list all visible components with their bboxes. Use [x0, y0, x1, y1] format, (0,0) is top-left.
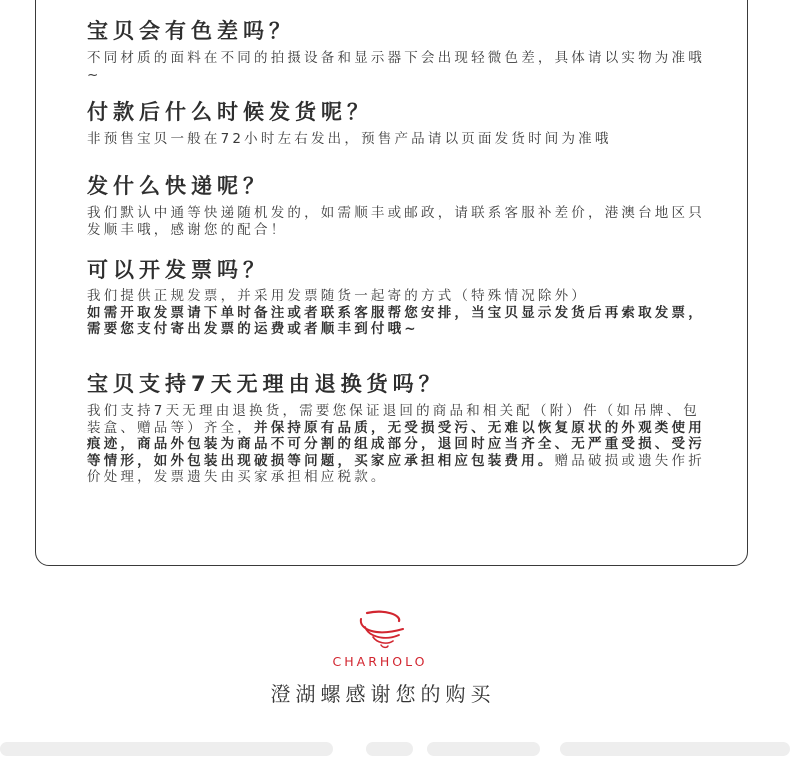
footer-placeholder-bar	[427, 742, 540, 756]
faq-answer-returns	[87, 403, 711, 486]
footer-placeholder-bar	[0, 742, 333, 756]
returns-answer-plain-1: 我们支持7天无理由退换货，需要您保证退回的商品和相关配（附）件（如吊牌、包装盒、赠品等）齐全，	[87, 403, 700, 436]
faq-question-returns: 宝贝支持7天无理由退换货吗？	[87, 372, 445, 396]
returns-answer-plain-2: 赠品破损或遗失作折价处理，发票遗失由买家承担相应税款。	[87, 452, 705, 485]
faq-question-color-difference: 宝贝会有色差吗？	[87, 19, 295, 43]
faq-question-courier: 发什么快递呢？	[87, 174, 269, 198]
faq-answer-color-difference: 不同材质的面料在不同的拍摄设备和显示器下会出现轻微色差，具体请以实物为准哦~	[87, 50, 705, 83]
brand-name: CHARHOLO	[332, 654, 428, 669]
footer-placeholder-bar	[560, 742, 790, 756]
invoice-answer-plain: 我们提供正规发票，并采用发票随货一起寄的方式（特殊情况除外）	[87, 288, 588, 304]
faq-question-invoice: 可以开发票吗？	[87, 258, 269, 282]
faq-answer-invoice	[87, 288, 711, 338]
faq-question-shipping-time: 付款后什么时候发货呢？	[87, 100, 373, 124]
returns-answer-bold: 并保持原有品质，无受损受污、无难以恢复原状的外观类使用痕迹，商品外包装为商品不可分割的组成部分，退回时应当齐全、无严重受损、受污等情形，如外包装出现破损等问题，买家应承担相应包装费用。	[87, 419, 705, 469]
swirl-logo-icon	[355, 607, 409, 651]
thank-you-message: 澄湖螺感谢您的购买	[270, 682, 496, 706]
faq-answer-shipping-time: 非预售宝贝一般在72小时左右发出，预售产品请以页面发货时间为准哦	[87, 131, 612, 147]
invoice-answer-bold: 如需开取发票请下单时备注或者联系客服帮您安排，当宝贝显示发货后再索取发票，需要您支付寄出发票的运费或者顺丰到付哦~	[87, 304, 705, 337]
footer-placeholder-bar	[366, 742, 413, 756]
faq-answer-courier: 我们默认中通等快递随机发的，如需顺丰或邮政，请联系客服补差价，港澳台地区只发顺丰哦，感谢您的配合！	[87, 205, 705, 238]
